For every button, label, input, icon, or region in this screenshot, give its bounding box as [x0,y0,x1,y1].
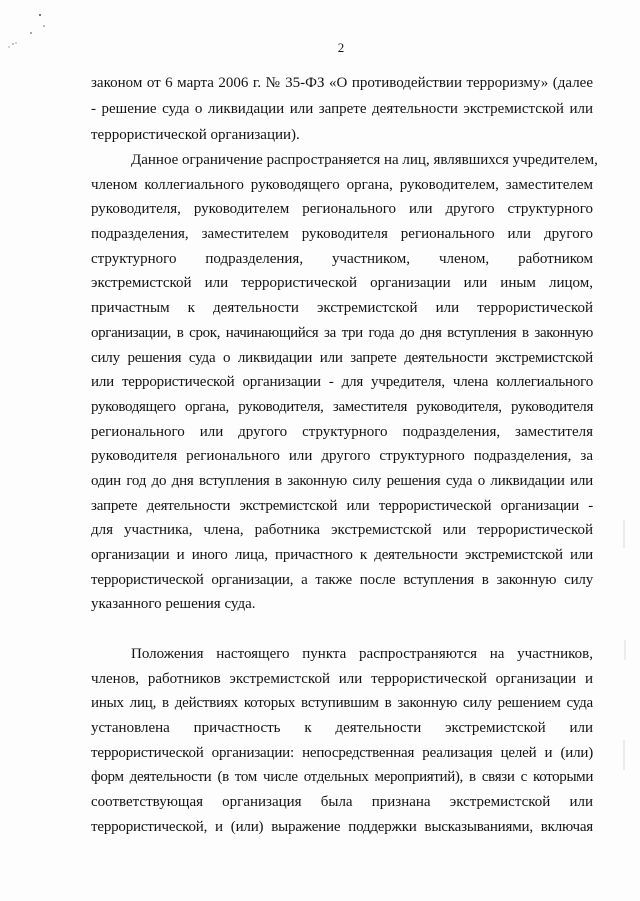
text-line: иных лиц, в действиях которых вступившим в законную силу решением суда [91,695,593,712]
scan-speck [30,32,32,34]
text-line: экстремистской или террористической организации или иным лицом, [91,275,593,292]
text-line: для участника, члена, работника экстремистской или террористической [91,522,593,539]
page-number: 2 [337,40,345,55]
text-line: организации и иного лица, причастного к деятельности экстремистской или [91,547,593,563]
scan-speck [43,25,45,27]
text-line: организации, в срок, начинающийся за три года до дня вступления в законную [91,324,593,341]
text-line: подразделения, заместителем руководителя регионального или другого [91,226,593,243]
text-line: указанного решения суда. [91,596,256,613]
text-line: или террористической организации - для учредителя, члена коллегиального [91,374,593,391]
text-line: членом коллегиального руководящего органа, руководителем, заместителем [91,176,593,193]
text-line: один год до дня вступления в законную силу решения суда о ликвидации или [91,472,593,489]
paragraph-1 [91,70,593,148]
text-line: причастным к деятельности экстремистской или террористической [91,300,593,317]
text-line: террористической, и (или) выражение поддержки высказываниями, включая [91,818,593,835]
text-line: регионального или другого структурного подразделения, заместителя [91,423,593,440]
text-line: силу решения суда о ликвидации или запрете деятельности экстремистской [91,349,593,366]
text-line: террористической организации). [91,127,300,143]
text-line: соответствующая организация была признана экстремистской или [91,794,593,811]
text-line: установлена причастность к деятельности экстремистской или [91,720,593,737]
text-line: руководителя, руководителем регионального или другого структурного [91,201,593,218]
text-line: террористической организации, а также после вступления в законную силу [91,571,593,588]
paragraph-2 [91,148,598,617]
text-line: членов, работников экстремистской или террористической организации и [91,670,593,687]
text-line: форм деятельности (в том числе отдельных мероприятий), в связи с которыми [91,769,593,786]
text-line: - решение суда о ликвидации или запрете деятельности экстремистской или [91,101,593,117]
paragraph-3 [91,642,593,840]
text-line: Данное ограничение распространяется на лиц, являвшихся учредителем, [131,152,598,168]
scan-speck [39,14,41,16]
text-line: законом от 6 марта 2006 г. № 35-ФЗ «О противодействии терроризму» (далее [91,75,593,91]
text-line: запрете деятельности экстремистской или террористической организации - [91,497,593,514]
text-line: террористической организации: непосредственная реализация целей и (или) [91,744,593,761]
text-line: Положения настоящего пункта распространяются на участников, [131,646,593,662]
text-line: руководителя регионального или другого структурного подразделения, за [91,448,593,465]
text-line: руководящего органа, руководителя, заместителя руководителя, руководителя [91,398,593,415]
text-line: структурного подразделения, участником, членом, работником [91,250,593,267]
